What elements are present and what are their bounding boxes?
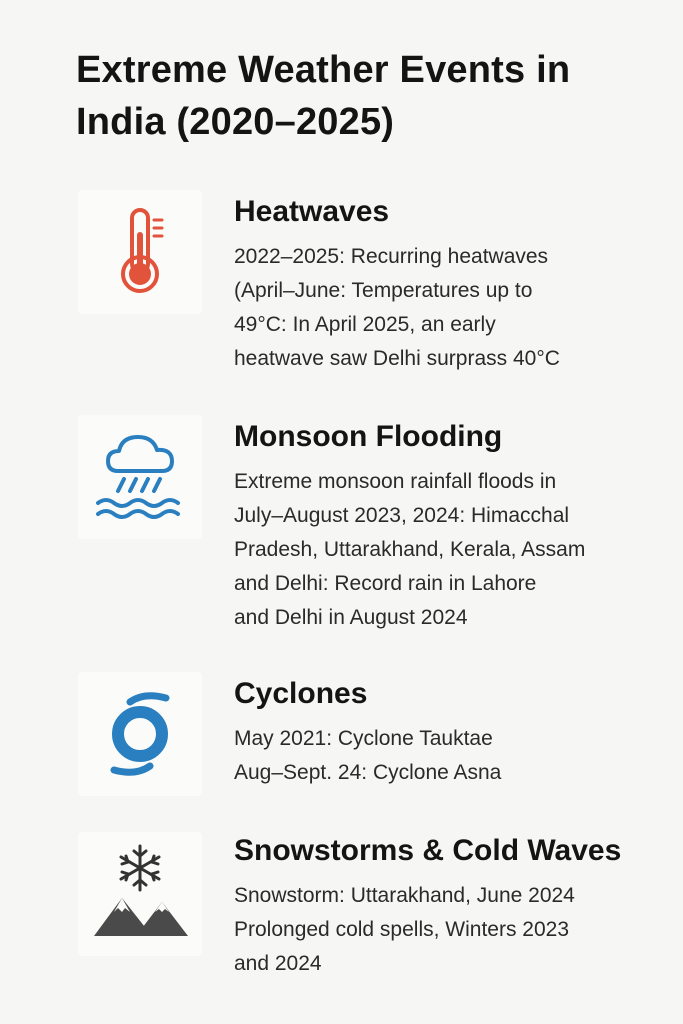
description-line: and Delhi: Record rain in Lahore — [234, 572, 537, 595]
rain-flood-icon — [78, 415, 202, 539]
event-title-monsoon-flooding: Monsoon Flooding — [234, 420, 503, 453]
description-line: (April–June: Temperatures up to — [234, 279, 533, 302]
event-title-heatwaves: Heatwaves — [234, 195, 390, 228]
event-title-snowstorms-cold-waves: Snowstorms & Cold Waves — [234, 834, 622, 867]
description-line: 2022–2025: Recurring heatwaves — [234, 245, 549, 268]
description-line: Aug–Sept. 24: Cyclone Asna — [234, 761, 502, 784]
description-line: and 2024 — [234, 952, 322, 975]
event-description-monsoon-flooding — [234, 465, 664, 635]
snowflake-mountain-icon — [78, 832, 202, 956]
thermometer-icon — [78, 190, 202, 314]
description-line: Prolonged cold spells, Winters 2023 — [234, 918, 570, 941]
description-line: heatwave saw Delhi surprass 40°C — [234, 347, 560, 370]
description-line: Snowstorm: Uttarakhand, June 2024 — [234, 884, 575, 907]
description-line: July–August 2023, 2024: Himacchal — [234, 504, 570, 527]
description-line: May 2021: Cyclone Tauktae — [234, 727, 493, 750]
event-description-cyclones — [234, 722, 664, 790]
description-line: and Delhi in August 2024 — [234, 606, 468, 629]
page-title: Extreme Weather Events in India (2020–2025) — [76, 49, 571, 143]
description-line: Extreme monsoon rainfall floods in — [234, 470, 557, 493]
cyclone-icon — [78, 672, 202, 796]
description-line: Pradesh, Uttarakhand, Kerala, Assam — [234, 538, 586, 561]
event-description-snowstorms-cold-waves — [234, 879, 664, 981]
event-title-cyclones: Cyclones — [234, 677, 368, 710]
description-line: 49°C: In April 2025, an early — [234, 313, 496, 336]
event-description-heatwaves — [234, 240, 664, 376]
